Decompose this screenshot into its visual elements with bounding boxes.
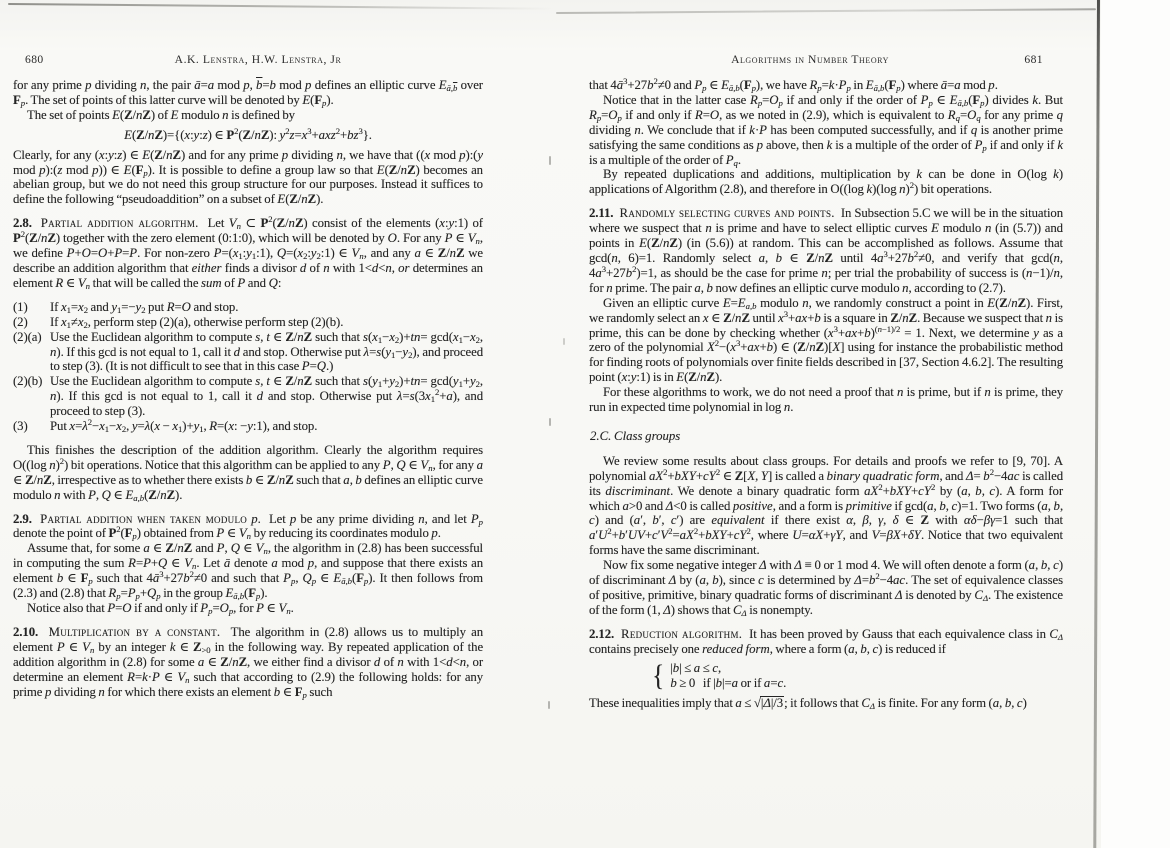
paragraph: Notice also that P=O if and only if $P_p=O_p$, for P ∈ $V_n$. xyxy=(27,601,294,617)
step-label: (2) xyxy=(13,314,28,329)
step-label: (1) xyxy=(13,299,28,314)
scan-artifact-tick xyxy=(548,701,550,709)
page-body xyxy=(13,78,483,699)
step-label: (2)(a) xyxy=(13,329,42,344)
algorithm-step: (2)(a) Use the Euclidean algorithm to compute s, t ∈ Z/nZ such that $s(x_1-x_2)+tn= \gcd(x_1-x_2$, n). If this gcd is not equal to 1, call it d and stop. Otherwise put $\lambda=s(y_1-y_2)$, and proceed to step (3). (It is not difficult to see that in this case P=Q.) xyxy=(13,329,483,374)
page-number: 681 xyxy=(1024,53,1043,66)
running-head: A.K. Lenstra, H.W. Lenstra, Jr xyxy=(174,53,342,66)
paragraph: Now fix some negative integer Δ with Δ ≡ 0 or 1 mod 4. We will often denote a form (a, b, c) of discriminant Δ by (a, b), since c is determined by $\Delta=b^2-4ac$. The set of equivalence classes of positive, primitive, binary quadratic forms of discriminant Δ is denoted by $C_\Delta$. The existence of the form (1, Δ) shows that $C_\Delta$ is nonempty. xyxy=(589,558,1064,619)
paragraph: 2.9. Partial addition when taken modulo p. Let p be any prime dividing n, and let $P_p$ denote the point of $P^2(F_p)$ obtained from P ∈ $V_n$ by reducing its coordinates modulo p. xyxy=(13,511,483,542)
page-body xyxy=(589,78,1063,711)
paragraph: that $4ā^3+27b^2\ne 0$ and $P_p$ ∈ $E_{ā,b}(F_p)$, we have $R_p=k\cdot P_p$ in $E_{ā,b}(F_p)$ where ā=a mod p. xyxy=(589,76,998,94)
paragraph: We review some results about class groups. For details and proofs we refer to [9, 70]. A polynomial $aX^2+bXY+cY^2$ ∈ Z[X, Y] is called a binary quadratic form, and $\Delta= b^2-4ac$ is called its discriminant. We denote a binary quadratic form $aX^2+bXY+cY^2$ by (a, b, c). A form for which a>0 and Δ<0 is called positive, and a form is primitive if gcd(a, b, c)=1. Two forms (a, b, c) and (a′, b′, c′) are equivalent if there exist α, β, γ, δ ∈ Z with αδ−βγ=1 such that $a'U^2+b'UV+c'V^2=aX^2+bXY+cY^2$, where U=αX+γY, and V=βX+δY. Notice that two equivalent forms have the same discriminant. xyxy=(589,453,1064,558)
page-header-left xyxy=(13,53,483,66)
display-equation: E(Z/nZ)={(x:y:z) ∈ $P^2(Z/nZ)$: $y^2z=x^3+axz^2+bz^3$}. xyxy=(124,125,372,142)
paragraph: These inequalities imply that a ≤ √|Δ|/3; it follows that $C_\Delta$ is finite. For any form (a, b, c) xyxy=(589,695,1027,711)
paragraph: 2.12. Reduction algorithm. It has been proved by Gauss that each equivalence class in $C_\Delta$ contains precisely one reduced form, where a form (a, b, c) is reduced if xyxy=(589,626,1063,656)
scan-top-edge-right xyxy=(556,8,1096,14)
paragraph: Clearly, for any (x:y:z) ∈ E(Z/nZ) and for any prime p dividing n, we have that ((x mod p):(y mod p):(z mod p)) ∈ $E(F_p)$. It is possible to define a group law so that E(Z/nZ) becomes an abelian group, but we do not need this group structure for our purposes. Instead it suffices to define the following “pseudoaddition” on a subset of E(Z/nZ). xyxy=(13,147,483,207)
algorithm-step: (2)(b) Use the Euclidean algorithm to compute s, t ∈ Z/nZ such that $s(y_1+y_2)+tn= \gcd(y_1+y_2$, n). If this gcd is not equal to 1, call it d and stop. Otherwise put $\lambda=s(3x_1^2+a)$, and proceed to step (3). xyxy=(13,374,483,419)
page-number: 680 xyxy=(25,53,44,66)
paragraph: for any prime p dividing n, the pair ā=a mod p, $\overline{b}=b$ mod p defines an elliptic curve $E_{ā,\overline{b}}$ over $F_p$. The set of points of this latter curve will be denoted by $E(F_p)$. xyxy=(13,78,483,109)
left-brace: { xyxy=(652,659,665,693)
paragraph: Notice that in the latter case $R_p=O_p$ if and only if the order of $P_p$ ∈ $E_{ā,b}(F_p)$ divides k. But $R_p=O_p$ if and only if R=O, as we noted in (2.9), which is equivalent to $R_q=O_q$ for any prime q dividing n. We conclude that if k·P has been computed successfully, and if q is another prime satisfying the same conditions as p above, then k is a multiple of the order of $P_p$ if and only if k is a multiple of the order of $P_q$. xyxy=(589,92,1064,168)
step-label: (3) xyxy=(13,419,28,434)
scan-top-edge-left xyxy=(8,3,553,10)
paragraph: 2.10. Multiplication by a constant. The algorithm in (2.8) allows us to multiply an element P ∈ $V_n$ by an integer k ∈ $Z_{>0}$ in the following way. By repeated application of the addition algorithm in (2.8) for some a ∈ Z/nZ, we either find a divisor d of n with 1<d<n, or determine an element R=k·P ∈ $V_n$ such that according to (2.9) the following holds: for any prime p dividing n for which there exists an element b ∈ $F_p$ such xyxy=(13,624,484,700)
paragraph: For these algorithms to work, we do not need a proof that n is prime, but if n is prime, they run in expected time polynomial in log n. xyxy=(589,385,1064,415)
paragraph: By repeated duplications and additions, multiplication by k can be done in O(log k) applications of Algorithm (2.8), and therefore in O((log k)(log n)$^2$) bit operations. xyxy=(589,167,1063,197)
algorithm-step: (2) If $x_1\ne x_2$, perform step (2)(a), otherwise perform step (2)(b). xyxy=(13,314,344,330)
paragraph: The set of points E(Z/nZ) of E modulo n is defined by xyxy=(27,107,295,122)
subsection-heading: 2.C. Class groups xyxy=(590,428,681,443)
running-head: Algorithms in Number Theory xyxy=(731,53,889,66)
paragraph: Assume that, for some a ∈ Z/nZ and P, Q ∈ $V_n$, the algorithm in (2.8) has been successful in computing the sum R=P+Q ∈ $V_n$. Let ā denote a mod p, and suppose that there exists an element b ∈ $F_p$ such that $4ā^3+27b^2\ne 0$ and such that $P_p$, $Q_p$ ∈ $E_{ā,b}(F_p)$. It then follows from (2.3) and (2.8) that $R_p=P_p+Q_p$ in the group $E_{ā,b}(F_p)$. xyxy=(13,541,483,602)
scan-artifact-tick xyxy=(549,156,551,165)
cases-equation: { |b| ≤ a ≤ c, b ≥ 0 if |b|=a or if a=c. xyxy=(652,659,787,693)
scanner-background xyxy=(1101,0,1170,848)
page-header-right xyxy=(589,53,1063,66)
paragraph: 2.8. Partial addition algorithm. Let $V_n$ ⊂ $P^2(Z/nZ)$ consist of the elements (x:y:1) of $P^2(Z/nZ)$ together with the zero element (0:1:0), which will be denoted by O. For any P ∈ $V_n$, we define P+O=O+P=P. For non-zero $P=(x_1:y_1:1)$, $Q=(x_2:y_2:1)$ ∈ $V_n$, and any a ∈ Z/nZ we describe an addition algorithm that either finds a divisor d of n with 1<d<n, or determines an element R ∈ $V_n$ that will be called the sum of P and Q: xyxy=(13,214,483,292)
algorithm-step: (1) If $x_1=x_2$ and $y_1=-y_2$ put R=O and stop. xyxy=(13,299,239,315)
algorithm-step: (3) Put $x=\lambda^2-x_1-x_2$, $y=\lambda(x - x_1)+y_1$, R=(x: −y:1), and stop. xyxy=(13,417,318,435)
scan-artifact-tick xyxy=(563,338,565,345)
step-label: (2)(b) xyxy=(13,374,43,389)
paragraph: Given an elliptic curve $E=E_{a,b}$ modulo n, we randomly construct a point in E(Z/nZ). First, we randomly select an x ∈ Z/nZ until $x^3+ax+b$ is a square in Z/nZ. Because we suspect that n is prime, this can be done by checking whether $(x^3+ax+b)^{(n-1)/2} = 1$. Next, we determine y as a zero of the polynomial $X^2-(x^3+ax+b)$ ∈ (Z/nZ)[X] using for instance the probabilistic method for finding roots of polynomials over finite fields described in [37, Section 4.6.2]. The resulting point (x:y:1) is in E(Z/nZ). xyxy=(589,295,1064,385)
paragraph: This finishes the description of the addition algorithm. Clearly the algorithm requires O((log n)$^2$) bit operations. Notice that this algorithm can be applied to any P, Q ∈ $V_n$, for any a ∈ Z/nZ, irrespective as to whether there exists b ∈ Z/nZ such that a, b defines an elliptic curve modulo n with P, Q ∈ $E_{a,b}(Z/nZ)$. xyxy=(13,442,483,503)
page-681 xyxy=(589,46,1063,711)
page-edge-shadow xyxy=(1093,0,1100,848)
paragraph: 2.11. Randomly selecting curves and points. In Subsection 5.C we will be in the situation where we suspect that n is prime and have to select elliptic curves E modulo n (in (5.7)) and points in E(Z/nZ) (in (5.6)) at random. This can be accomplished as follows. Assume that gcd(n, 6)=1. Randomly select a, b ∈ Z/nZ until $4a^3+27b^2\ne 0$, and verify that gcd(n, $4a^3+27b^2)=1$, as should be the case for prime n; per trial the probability of success is (n−1)/n, for n prime. The pair a, b now defines an elliptic curve modulo n, according to (2.7). xyxy=(589,206,1063,295)
page-680 xyxy=(13,46,483,699)
scan-artifact-tick xyxy=(549,418,551,426)
